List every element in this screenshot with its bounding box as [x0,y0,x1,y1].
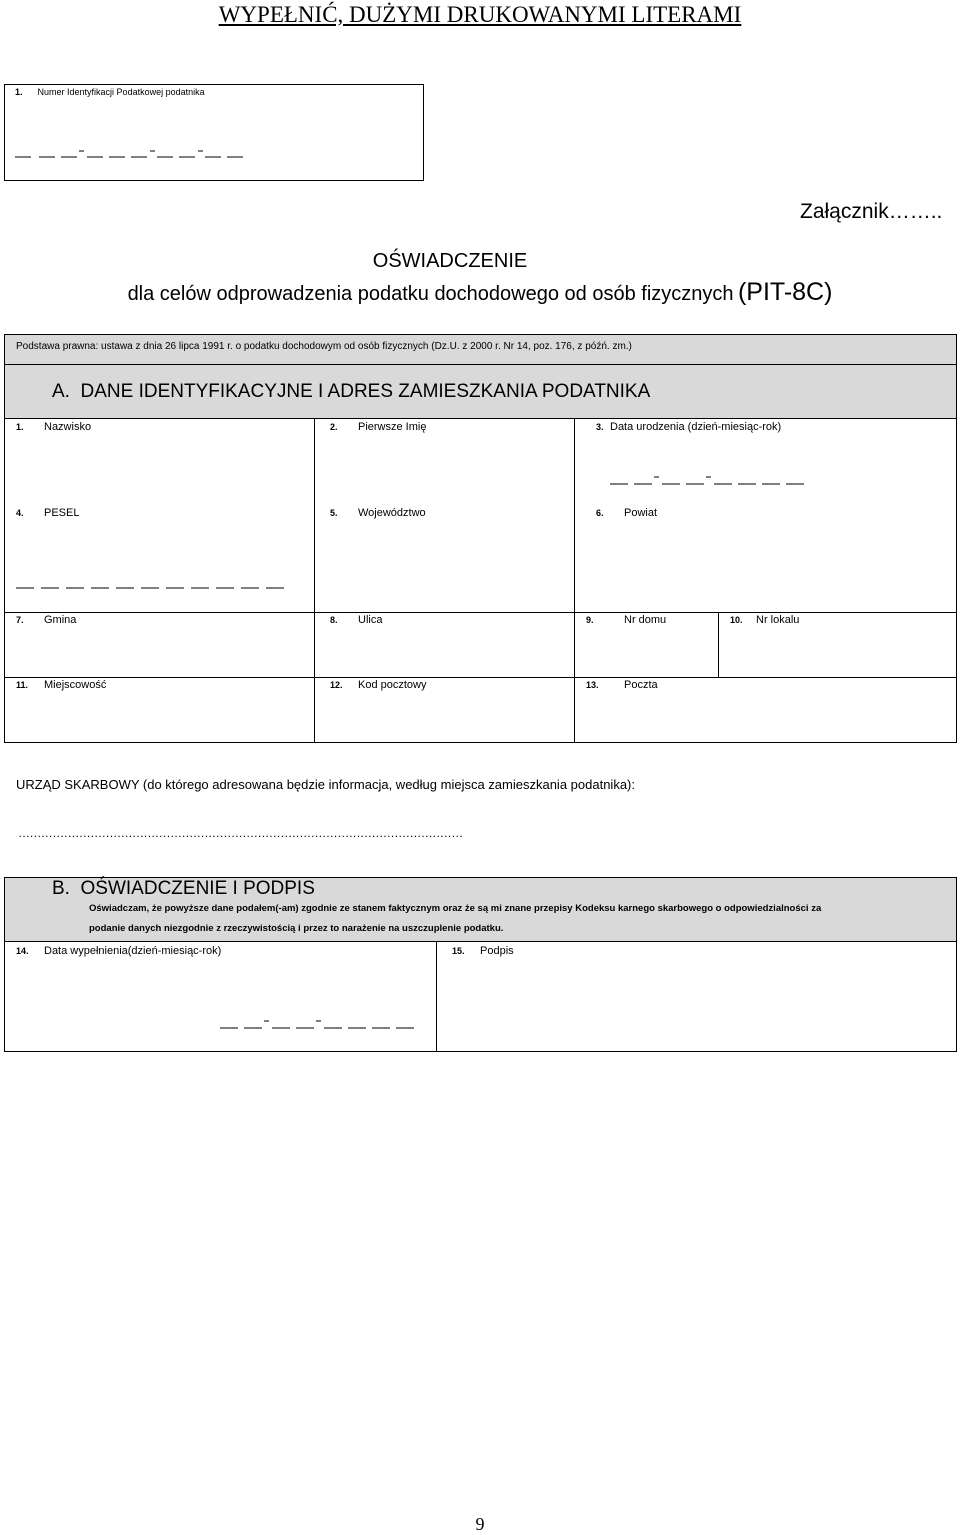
section-b-title: B. OŚWIADCZENIE I PODPIS [52,878,315,899]
field-county[interactable]: 6. Powiat [596,507,658,519]
section-b-text-2: podanie danych niezgodnie z rzeczywistością i przez to narażenie na uszczuplenie podatku. [89,923,504,934]
field-surname[interactable]: 1. Nazwisko [16,421,92,433]
birth-date-lines [610,468,820,493]
field-voivodeship[interactable]: 5. Województwo [330,507,426,519]
field-first-name[interactable]: 2. Pierwsze Imię [330,421,427,433]
pesel-digit-lines [16,576,296,597]
field-pesel[interactable]: 4. PESEL [16,507,80,519]
field-street[interactable]: 8. Ulica [330,614,383,626]
attachment-label: Załącznik…….. [800,200,943,223]
field-post-office[interactable]: 13. Poczta [586,679,658,691]
fill-date-lines-svg [220,1012,430,1032]
doc-subtitle-row [0,278,960,307]
fill-date-lines [220,1012,430,1037]
field-signature[interactable]: 15. Podpis [452,945,514,957]
tax-office-label: URZĄD SKARBOWY (do którego adresowana będzie informacja, według miejsca zamieszkania podatnika): [16,777,635,792]
field-apartment-number[interactable]: 10. Nr lokalu [730,614,800,626]
section-b-text-1: Oświadczam, że powyższe dane podałem(-am) zgodnie ze stanem faktycznym oraz że są mi znane przepisy Kodeksu karnego skarbowego o odpowiedzialności za [89,903,822,914]
field-house-number[interactable]: 9. Nr domu [586,614,667,626]
doc-title: OŚWIADCZENIE [372,250,528,272]
field-fill-date[interactable]: 14. Data wypełnienia(dzień-miesiąc-rok) [16,945,222,957]
pesel-digit-lines-svg [16,576,296,592]
grid-hline-2 [4,677,957,678]
nip-label-text: Numer Identyfikacji Podatkowej podatnika [37,87,205,97]
nip-digit-lines [15,143,255,166]
grid-vline-3 [718,612,719,677]
legal-basis: Podstawa prawna: ustawa z dnia 26 lipca 1991 r. o podatku dochodowym od osób fizycznych (Dz.U. z 2000 r. Nr 14, poz. 176, z późń. zm.) [16,341,632,352]
nip-box[interactable] [4,84,424,181]
section-b-vline [436,941,437,1052]
nip-number: 1. [15,87,23,97]
grid-vline-1 [314,418,315,743]
field-city[interactable]: 11. Miejscowość [16,679,107,691]
nip-digit-lines-svg [15,143,255,161]
grid-vline-2 [574,418,575,743]
doc-code: (PIT-8C) [737,278,833,306]
section-b-grid [4,941,957,1052]
birth-date-lines-svg [610,468,820,488]
page-number: 9 [475,1514,485,1534]
field-commune[interactable]: 7. Gmina [16,614,77,626]
nip-label [15,87,205,97]
section-a-title: A. DANE IDENTYFIKACYJNE I ADRES ZAMIESZKANIA PODATNIKA [52,381,651,402]
field-postal-code[interactable]: 12. Kod pocztowy [330,679,427,691]
doc-subtitle: dla celów odprowadzenia podatku dochodowego od osób fizycznych [127,283,734,305]
tax-office-input[interactable]: ……………………………………………………………………………………………………… [18,826,463,840]
field-birth-date[interactable]: 3. Data urodzenia (dzień-miesiąc-rok) [596,421,782,433]
legal-divider [4,364,957,365]
grid-hline-1 [4,612,957,613]
page-title: WYPEŁNIĆ, DUŻYMI DRUKOWANYMI LITERAMI [218,2,742,27]
